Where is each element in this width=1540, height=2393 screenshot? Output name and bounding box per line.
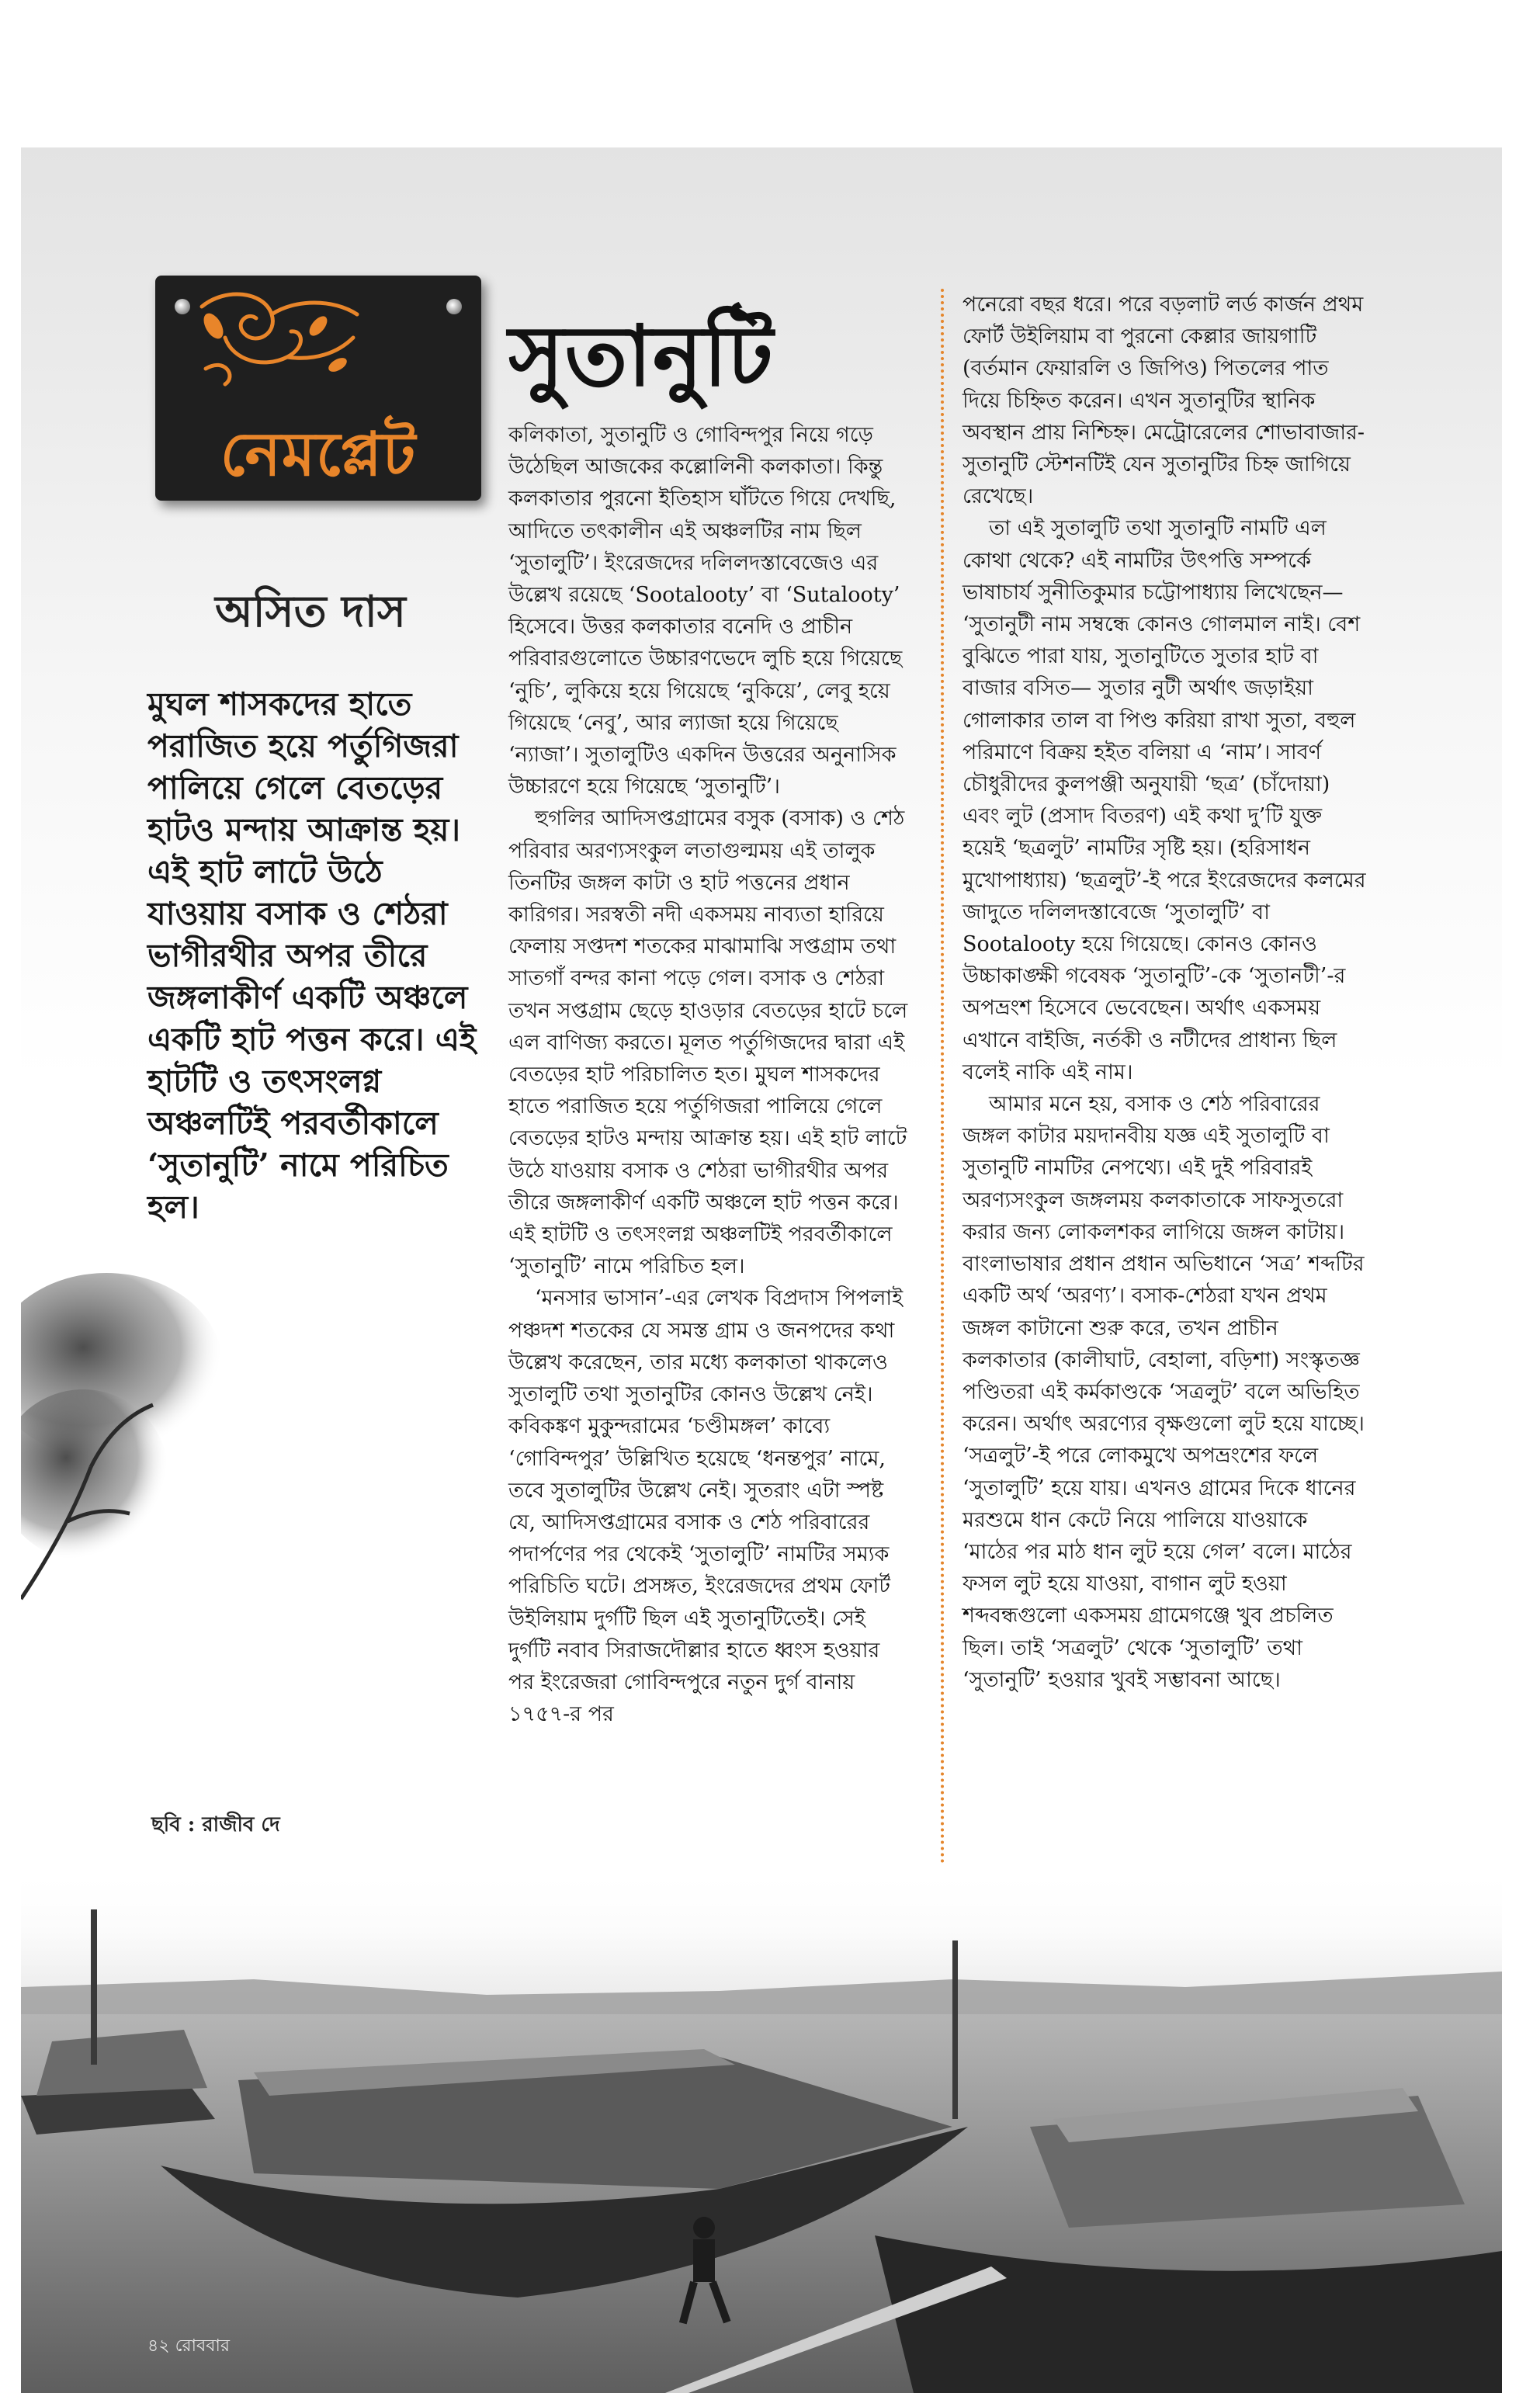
paragraph: হুগলির আদিসপ্তগ্রামের বসুক (বসাক) ও শেঠ পরিবার অরণ্যসংকুল লতাগুল্মময় এই তালুক তিনটির জঙ্গল কাটা ও হাট পত্তনের প্রধান কারিগর। সরস্বতী নদী একসময় নাব্যতা হারিয়ে ফেলায় সপ্তদশ শতকের মাঝামাঝি সপ্তগ্রাম তথা সাতগাঁ বন্দর কানা পড়ে গেল। বসাক ও শেঠরা তখন সপ্তগ্রাম ছেড়ে হাওড়ার বেতড়ের হাটে চলে এল বাণিজ্য করতে। মূলত পর্তুগিজদের দ্বারা এই বেতড়ের হাট পরিচালিত হত। মুঘল শাসকদের হাতে পরাজিত হয়ে পর্তুগিজরা পালিয়ে গেলে বেতড়ের হাটও মন্দায় আক্রান্ত হয়। এই হাট লাটে উঠে যাওয়ায় বসাক ও শেঠরা ভাগীরথীর অপর তীরে জঙ্গলাকীর্ণ একটি অঞ্চলে হাট পত্তন করে। এই হাটটি ও তৎসংলগ্ন অঞ্চলটিই পরবর্তীকালে ‘সুতানুটি’ নামে পরিচিত হল। [508, 806, 908, 1279]
article-column-2 [962, 289, 1366, 1696]
page-footer: ৪২ রোববার [147, 2336, 230, 2356]
floral-ornament-icon [179, 283, 373, 392]
photo-credit: ছবি : রাজীব দে [151, 1813, 280, 1836]
plate-hole-right [446, 299, 462, 314]
paragraph: তা এই সুতালুটি তথা সুতানুটি নামটি এল কোথা থেকে? এই নামটির উৎপত্তি সম্পর্কে ভাষাচার্য সুনীতিকুমার চট্টোপাধ্যায় লিখেছেন— ‘সুতানুটী নাম সম্বন্ধে কোনও গোলমাল নাই। বেশ বুঝিতে পারা যায়, সুতানুটিতে সুতার হাট বা বাজার বসিত— সুতার নুটী অর্থাৎ জড়াইয়া গোলাকার তাল বা পিণ্ড করিয়া রাখা সুতা, বহুল পরিমাণে বিক্রয় হইত বলিয়া এ ‘নাম’। সাবর্ণ চৌধুরীদের কুলপঞ্জী অনুযায়ী ‘ছত্র’ (চাঁদোয়া) এবং লুট (প্রসাদ বিতরণ) এই কথা দু’টি যুক্ত হয়েই ‘ছত্রলুট’ নামটির সৃষ্টি হয়। (হরিসাধন মুখোপাধ্যায়) ‘ছত্রলুট’-ই পরে ইংরেজদের কলমের জাদুতে দলিলদস্তাবেজে ‘সুতালুটি’ বা Sootalooty হয়ে গিয়েছে। কোনও কোনও উচ্চাকাঙ্ক্ষী গবেষক ‘সুতানুটি’-কে ‘সুতানটী’-র অপভ্রংশ হিসেবে ভেবেছেন। অর্থাৎ একসময় এখানে বাইজি, নর্তকী ও নটীদের প্রাধান্য ছিল বলেই নাকি এই নাম। [962, 516, 1366, 1084]
paragraph: ‘মনসার ভাসান’-এর লেখক বিপ্রদাস পিপলাই পঞ্চদশ শতকের যে সমস্ত গ্রাম ও জনপদের কথা উল্লেখ করেছেন, তার মধ্যে কলকাতা থাকলেও সুতালুটি তথা সুতানুটির কোনও উল্লেখ নেই। কবিকঙ্কণ মুকুন্দরামের ‘চণ্ডীমঙ্গল’ কাব্যে ‘গোবিন্দপুর’ উল্লিখিত হয়েছে ‘ধনন্তপুর’ নামে, তবে সুতালুটির উল্লেখ নেই। সুতরাং এটা স্পষ্ট যে, আদিসপ্তগ্রামের বসাক ও শেঠ পরিবারের পদার্পণের পর থেকেই ‘সুতালুটি’ নামটির সম্যক পরিচিতি ঘটে। প্রসঙ্গত, ইংরেজদের প্রথম ফোর্ট উইলিয়াম দুর্গটি ছিল এই সুতানুটিতেই। সেই দুর্গটি নবাব সিরাজদৌল্লার হাতে ধ্বংস হওয়ার পর ইংরেজরা গোবিন্দপুরে নতুন দুর্গ বানায় ১৭৫৭-র পর [508, 1286, 904, 1727]
section-nameplate [155, 276, 481, 501]
article-column-1 [508, 419, 912, 1730]
article-title: সুতানুটি [508, 307, 774, 405]
section-label: নেমপ্লেট [220, 419, 417, 490]
tree-illustration [21, 1273, 269, 1646]
paragraph: কলিকাতা, সুতানুটি ও গোবিন্দপুর নিয়ে গড়ে উঠেছিল আজকের কল্লোলিনী কলকাতা। কিন্তু কলকাতার পুরনো ইতিহাস ঘাঁটতে গিয়ে দেখছি, আদিতে তৎকালীন এই অঞ্চলটির নাম ছিল ‘সুতালুটি’। ইংরেজদের দলিলদস্তাবেজেও এর উল্লেখ রয়েছে ‘Sootalooty’ বা ‘Sutalooty’ হিসেবে। উত্তর কলকাতার বনেদি ও প্রাচীন পরিবারগুলোতে উচ্চারণভেদে লুচি হয়ে গিয়েছে ‘নুচি’, লুকিয়ে হয়ে গিয়েছে ‘নুকিয়ে’, লেবু হয়ে গিয়েছে ‘নেবু’, আর ল্যাজা হয়ে গিয়েছে ‘ন্যাজা’। সুতালুটিও একদিন উত্তরের অনুনাসিক উচ্চারণে হয়ে গিয়েছে ‘সুতানুটি’। [508, 423, 903, 799]
paragraph: পনেরো বছর ধরে। পরে বড়লাট লর্ড কার্জন প্রথম ফোর্ট উইলিয়াম বা পুরনো কেল্লার জায়গাটি (বর্তমান ফেয়ারলি ও জিপিও) পিতলের পাত দিয়ে চিহ্নিত করেন। এখন সুতানুটির স্থানিক অবস্থান প্রায় নিশ্চিহ্ন। মেট্রোরেলের শোভাবাজার-সুতানুটি স্টেশনটিই যেন সুতানুটির চিহ্ন জাগিয়ে রেখেছে। [962, 293, 1365, 509]
column-divider [941, 289, 944, 1864]
paragraph: আমার মনে হয়, বসাক ও শেঠ পরিবারের জঙ্গল কাটার ময়দানবীয় যজ্ঞ এই সুতালুটি বা সুতানুটি নামটির নেপথ্যে। এই দুই পরিবারই অরণ্যসংকুল জঙ্গলময় কলকাতাকে সাফসুতরো করার জন্য লোকলশকর লাগিয়ে জঙ্গল কাটায়। বাংলাভাষার প্রধান প্রধান অভিধানে ‘সত্র’ শব্দটির একটি অর্থ ‘অরণ্য’। বসাক-শেঠরা যখন প্রথম জঙ্গল কাটানো শুরু করে, তখন প্রাচীন কলকাতার (কালীঘাট, বেহালা, বড়িশা) সংস্কৃতজ্ঞ পণ্ডিতরা এই কর্মকাণ্ডকে ‘সত্রলুট’ বলে অভিহিত করেন। অর্থাৎ অরণ্যের বৃক্ষগুলো লুট হয়ে যাচ্ছে। ‘সত্রলুট’-ই পরে লোকমুখে অপভ্রংশের ফলে ‘সুতালুটি’ হয়ে যায়। এখনও গ্রামের দিকে ধানের মরশুমে ধান কেটে নিয়ে পালিয়ে যাওয়াকে ‘মাঠের পর মাঠ ধান লুট হয়ে গেল’ বলে। মাঠের ফসল লুট হয়ে যাওয়া, বাগান লুট হওয়া শব্দবন্ধগুলো একসময় গ্রামেগঞ্জে খুব প্রচলিত ছিল। তাই ‘সত্রলুট’ থেকে ‘সুতালুটি’ তথা ‘সুতানুটি’ হওয়ার খুবই সম্ভাবনা আছে। [962, 1092, 1365, 1692]
river-boats-photo [21, 1863, 1502, 2393]
pull-quote: মুঘল শাসকদের হাতে পরাজিত হয়ে পর্তুগিজরা পালিয়ে গেলে বেতড়ের হাটও মন্দায় আক্রান্ত হয়। এই হাট লাটে উঠে যাওয়ায় বসাক ও শেঠরা ভাগীরথীর অপর তীরে জঙ্গলাকীর্ণ একটি অঞ্চলে একটি হাট পত্তন করে। এই হাটটি ও তৎসংলগ্ন অঞ্চলটিই পরবর্তীকালে ‘সুতানুটি’ নামে পরিচিত হল। [147, 685, 477, 1226]
author-byline: অসিত দাস [215, 586, 406, 637]
